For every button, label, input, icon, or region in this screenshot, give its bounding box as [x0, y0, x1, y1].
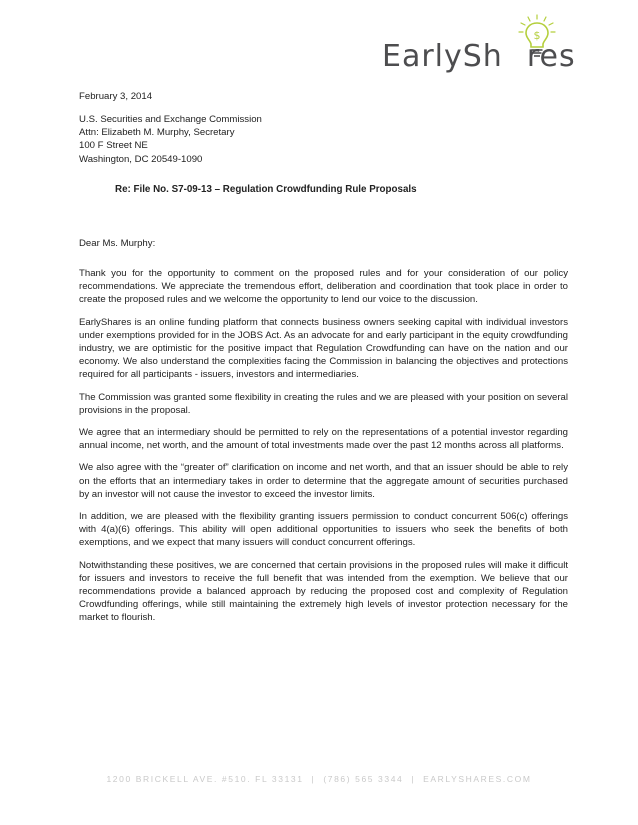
dollar-symbol: $	[533, 29, 541, 42]
body-paragraph: In addition, we are pleased with the flexibility granting issuers permission to conduct concurrent 506(c) offerings with 4(a)(6) offerings. This ability will open additional opportunities to issuers who seek the benefits of both exemptions, and we expect that many issuers will conduct concurrent offerings.	[79, 511, 568, 549]
footer-website: EARLYSHARES.COM	[423, 774, 532, 784]
body-paragraph: We agree that an intermediary should be permitted to rely on the representations of a potential investor regarding annual income, net worth, and the amount of total investments made over the past 12 months across all platforms.	[79, 427, 568, 452]
logo-wordmark	[382, 40, 576, 74]
body-paragraph: We also agree with the “greater of” clarification on income and net worth, and that an issuer should be able to rely on the efforts that an intermediary takes in order to determine that the aggregate amount of securities purchased by an investor will not cause the investor to exceed the investor limits.	[79, 462, 568, 500]
footer-separator: |	[411, 774, 416, 784]
address-line: Attn: Elizabeth M. Murphy, Secretary	[79, 127, 235, 139]
footer-phone: (786) 565 3344	[323, 774, 404, 784]
letterhead-footer	[0, 774, 638, 784]
letter-body	[79, 267, 568, 634]
subject-line: Re: File No. S7-09-13 – Regulation Crowdfunding Rule Proposals	[115, 184, 417, 195]
body-paragraph: EarlyShares is an online funding platform that connects business owners seeking capital with individual investors under exemptions provided for in the JOBS Act. As an advocate for and early participant in the equity crowdfunding industry, we are optimistic for the positive impact that Regulation Crowdfunding can have on the nation and our economy. We also understand the complexities facing the Commission in balancing the objectives and protections required for all participants - issuers, investors and intermediaries.	[79, 316, 568, 381]
salutation: Dear Ms. Murphy:	[79, 238, 156, 249]
letter-date: February 3, 2014	[79, 91, 153, 102]
body-paragraph: Thank you for the opportunity to comment on the proposed rules and for your consideration of our policy recommendations. We appreciate the tremendous effort, deliberation and coordination that took place in order to create the proposed rules and we welcome the opportunity to lend our voice to the discussion.	[79, 268, 568, 306]
body-paragraph: The Commission was granted some flexibility in creating the rules and we are pleased with your position on several provisions in the proposal.	[79, 391, 568, 416]
earlyshares-logo	[382, 14, 592, 76]
address-line: 100 F Street NE	[79, 140, 148, 152]
footer-separator: |	[311, 774, 316, 784]
body-paragraph: Notwithstanding these positives, we are concerned that certain provisions in the proposed rules will make it difficult for issuers and investors to receive the full benefit that was intended from the exemption. We believe that our recommendations provide a balanced approach by reducing the proposed cost and complexity of Regulation Crowdfunding offerings, while still maintaining the extremely high levels of investor protection necessary for the market to flourish.	[79, 559, 568, 624]
logo-text-left: EarlySh	[382, 39, 503, 74]
recipient-address	[79, 113, 569, 166]
address-line: U.S. Securities and Exchange Commission	[79, 114, 262, 125]
address-line: Washington, DC 20549-1090	[79, 153, 203, 165]
logo-text-right: res	[526, 39, 576, 74]
footer-address: 1200 BRICKELL AVE. #510. FL 33131	[106, 774, 304, 784]
